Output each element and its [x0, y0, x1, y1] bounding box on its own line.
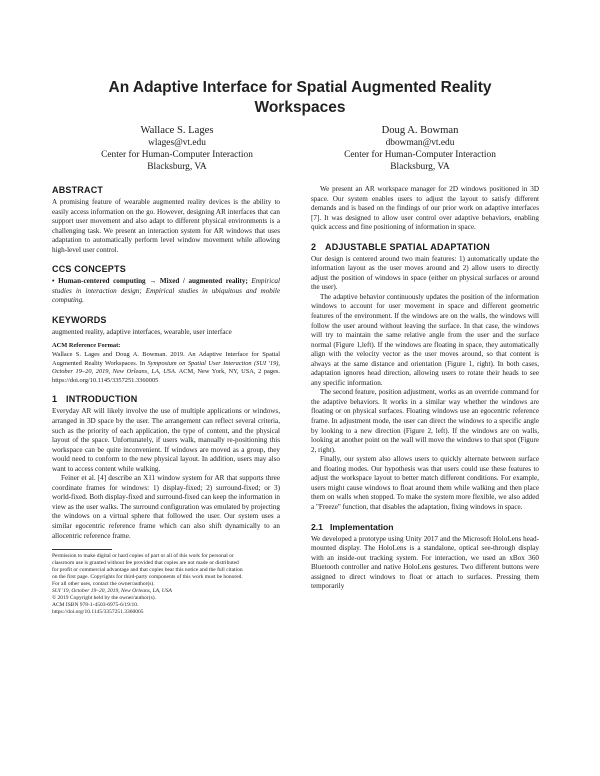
- author-block-1: [57, 124, 297, 174]
- ccs-rest: Empirical studies in interaction design; Empirical studies in ubiquitous and mobile computing.: [52, 277, 280, 305]
- section-title: INTRODUCTION: [66, 394, 138, 405]
- author-email: wlages@vt.edu: [148, 138, 206, 148]
- intro-paragraph-2: Feiner et al. [4] describe an X11 window system for AR that supports three coordinate frames for windows: 1) display-fixed; 2) surround-fixed; or 3) world-fixed. Both display-fixed and surround-fixed can keep the information in view as the user walks. The surround configuration was emulated by projecting the windows on a virtual sphere that followed the user. Our system uses a similar egocentric reference frame which can also shift dynamically to an allocentric reference frame.: [52, 474, 280, 540]
- footnote-line: for profit or commercial advantage and that copies bear this notice and the full citation: [52, 567, 243, 574]
- title-line-2: Workspaces: [254, 99, 346, 116]
- ccs-text: [52, 277, 280, 306]
- ccs-heading: CCS CONCEPTS: [52, 264, 126, 275]
- acm-reference-part-b: ACM, New York, NY, USA, 2 pages. https://doi.org/10.1145/3357251.3360005: [52, 368, 281, 384]
- subsection-title: Implementation: [330, 521, 394, 532]
- copyright-footnote: [52, 553, 280, 616]
- section-2-paragraph-2: The adaptive behavior continuously updates the position of the information windows to account for user movement in space and different geometric features of the environment. If the windows are on the walls, the windows will follow the user around without leaving the surface. In that case, the windows will try to maintain the same relative angle from the user and the surface normal (Figure 1,left). If the windows are floating in space, they automatically align with the velocity vector as the user moves around, so that content is always at the same distance and orientation (Figure 1, right). In both cases, adaptation ignores head direction, allowing users to rotate their heads to see any specific information.: [311, 292, 539, 387]
- left-column: [52, 185, 280, 617]
- footnote-line: https://doi.org/10.1145/3357251.3360005: [52, 609, 144, 616]
- intro-paragraph-1: Everyday AR will likely involve the use of multiple applications or windows, arranged in 3D space by the user. The arrangement can reflect several criteria, such as the priority of each application, the type of content, and the physical layout of the space. Unfortunately, if users walk, manually re-positioning this workspace can be quite inconvenient. If windows are moved as a group, they would need to conform to the new physical layout. In addition, users may also want to access content while walking.: [52, 407, 280, 473]
- keywords-heading: KEYWORDS: [52, 314, 107, 325]
- intro-paragraph-3: We present an AR workspace manager for 2D windows positioned in 3D space. Our system enables users to adjust the layout to satisfy different demands and is based on the findings of our prior work on adaptive interfaces [7]. It was designed to allow user control over adaptive behaviors, enabling quick access and fine positioning of information in space.: [311, 185, 539, 232]
- section-2-paragraph-1: Our design is centered around two main features: 1) automatically update the information layout as the user moves around and 2) allow users to directly adjust the position of windows in space (either on physical surfaces or around the user).: [311, 254, 539, 292]
- title-line-1: An Adaptive Interface for Spatial Augmented Reality: [108, 79, 492, 96]
- footnote-line: SUI '19, October 19–20, 2019, New Orleans, LA, USA: [52, 588, 172, 595]
- footnote-rule: [52, 549, 112, 550]
- section-2-heading: [311, 242, 539, 253]
- author-name: Doug A. Bowman: [381, 125, 459, 136]
- footnote-line: on the first page. Copyrights for third-party components of this work must be honored.: [52, 574, 243, 581]
- section-1-heading: [52, 394, 280, 405]
- author-name: Wallace S. Lages: [140, 125, 214, 136]
- footnote-line: © 2019 Copyright held by the owner/author(s).: [52, 595, 156, 602]
- paper-title: [60, 78, 540, 118]
- footnote-line: classroom use is granted without fee provided that copies are not made or distributed: [52, 560, 239, 567]
- acm-reference-venue: Symposium on Spatial User Interaction (SUI '19), October 19–20, 2019, New Orleans, LA, USA.: [52, 359, 280, 376]
- footnote-line: Permission to make digital or hard copies of part or all of this work for personal or: [52, 553, 234, 560]
- right-column: [311, 185, 539, 592]
- section-number: 2: [311, 241, 317, 252]
- author-location: Blacksburg, VA: [390, 162, 450, 173]
- abstract-heading: ABSTRACT: [52, 185, 104, 195]
- footnote-line: For all other uses, contact the owner/author(s).: [52, 581, 155, 588]
- author-email: dbowman@vt.edu: [385, 138, 455, 148]
- author-affiliation: Center for Human-Computer Interaction: [101, 150, 253, 161]
- section-2-1-heading: [311, 522, 539, 533]
- footnote-line: ACM ISBN 978-1-4503-6975-6/19/10.: [52, 602, 139, 609]
- author-block-2: [300, 124, 540, 174]
- subsection-number: 2.1: [311, 521, 323, 532]
- section-title: ADJUSTABLE SPATIAL ADAPTATION: [325, 241, 490, 252]
- section-2-paragraph-3: The second feature, position adjustment, works as an override command for the adaptive behaviors. It works in a similar way whether the windows are floating or on physical surfaces. Floating windows use an egocentric reference frame. In adjustment mode, the user can direct the windows to a specific angle by looking to a new direction (Figure 2, left). If the windows are on walls, looking at another point on the wall will move the windows to that spot (Figure 2, right).: [311, 388, 539, 454]
- acm-reference-part-a: Wallace S. Lages and Doug A. Bowman. 2019. An Adaptive Interface for Spatial Augmented Reality Workspaces. In: [52, 351, 280, 367]
- ccs-bullet: • Human-centered computing → Mixed / augmented reality;: [52, 277, 248, 286]
- keywords-text: augmented reality, adaptive interfaces, wearable, user interface: [52, 327, 232, 336]
- section-2-1-paragraph-1: We developed a prototype using Unity 2017 and the Microsoft HoloLens head-mounted display. The HoloLens is a standalone, optical see-through display with an inside-out tracking system. For interaction, we used an xBox 360 Bluetooth controller and native HoloLens gestures. Two different buttons were assigned to direct windows to float or attach to surfaces. Pressing them temporarily: [311, 534, 539, 591]
- acm-reference-label: ACM Reference Format:: [52, 342, 121, 350]
- section-number: 1: [52, 394, 58, 405]
- acm-reference-text: [52, 351, 280, 385]
- author-location: Blacksburg, VA: [147, 162, 207, 173]
- author-affiliation: Center for Human-Computer Interaction: [344, 150, 496, 161]
- section-2-paragraph-4: Finally, our system also allows users to quickly alternate between surface and floating modes. Our hypothesis was that users could use these features to adjust the workspace layout to better match different conditions. For example, users might cause windows to float around them while walking and then place them on walls when stopped. To make the system more flexible, we also added a "Freeze" function, that disables the adaptation, fixing windows in space.: [311, 455, 539, 511]
- abstract-text: A promising feature of wearable augmented reality devices is the ability to easily access information on the go. However, designing AR interfaces that can support user movement and also adapt to different physical environments is a challenging task. We present an interaction system for AR windows that uses adaptation to automatically perform level window movement while allowing high-level user control.: [52, 198, 280, 254]
